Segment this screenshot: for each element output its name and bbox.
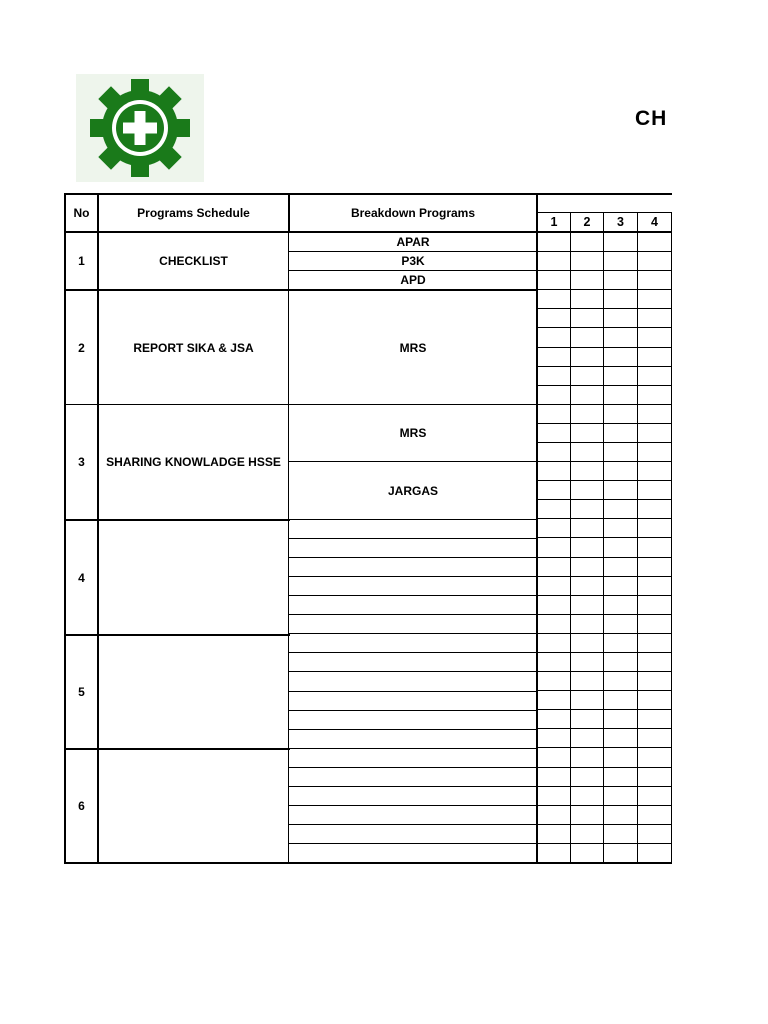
period-row-line (537, 308, 672, 309)
row-2-breakdown-1: MRS (399, 340, 427, 355)
period-row-line (537, 518, 672, 519)
row-1-schedule: CHECKLIST (159, 254, 228, 268)
breakdown-line (289, 595, 537, 596)
row-1-breakdown-3: APD (400, 273, 426, 287)
period-row-line (537, 557, 672, 558)
period-row-line (537, 671, 672, 672)
row-3-no: 3 (78, 455, 85, 469)
breakdown-line (289, 691, 537, 692)
row-3-breakdown-2: JARGAS (387, 483, 438, 498)
header-period-1: 1 (550, 215, 558, 229)
row-6-no: 6 (78, 799, 85, 813)
row-2-schedule: REPORT SIKA & JSA (133, 340, 254, 355)
row-3-breakdown-1: MRS (399, 426, 427, 440)
breakdown-line (289, 519, 537, 520)
table-border-top-right (537, 193, 672, 195)
breakdown-line (289, 652, 537, 653)
header-period-2: 2 (583, 215, 591, 229)
row-4-no: 4 (78, 570, 85, 585)
row-2-no: 2 (78, 340, 85, 355)
period-row-line (537, 747, 672, 748)
col-divider-breakdown (536, 193, 538, 864)
period-row-line (537, 537, 672, 538)
period-row-line (537, 423, 672, 424)
breakdown-line (289, 748, 537, 749)
breakdown-line (289, 557, 537, 558)
period-row-line (537, 767, 672, 768)
breakdown-line (289, 633, 537, 634)
row-5-no: 5 (78, 685, 85, 699)
period-row-line (537, 652, 672, 653)
header-no: No (73, 206, 90, 220)
safety-gear-cross-icon (86, 79, 194, 177)
period-row-line (537, 289, 672, 290)
period-row-line (537, 385, 672, 386)
breakdown-line (289, 824, 537, 825)
row-4-schedule (99, 521, 288, 634)
period-row-line (537, 576, 672, 577)
header-period-3: 3 (617, 215, 624, 229)
breakdown-line (289, 805, 537, 806)
logo (76, 74, 204, 182)
period-row-line (537, 690, 672, 691)
breakdown-line (289, 710, 537, 711)
row-1-no: 1 (78, 254, 85, 268)
period-row-line (537, 728, 672, 729)
breakdown-line (289, 538, 537, 539)
period-row-line (537, 327, 672, 328)
period-row-line (537, 709, 672, 710)
row-3-schedule: SHARING KNOWLADGE HSSE (106, 455, 281, 469)
header-period-4: 4 (651, 215, 658, 229)
breakdown-line (289, 767, 537, 768)
period-row-line (537, 595, 672, 596)
row-5-schedule (99, 636, 288, 748)
table-border-bottom (64, 862, 672, 864)
breakdown-line (289, 843, 537, 844)
breakdown-line (289, 614, 537, 615)
row-1-breakdown-2: P3K (401, 254, 425, 268)
breakdown-line (289, 576, 537, 577)
period-row-line (537, 347, 672, 348)
breakdown-line (289, 729, 537, 730)
breakdown-line (289, 786, 537, 787)
period-row-line (537, 843, 672, 844)
col-divider-schedule-body (288, 232, 289, 864)
period-row-line (537, 404, 672, 405)
period-row-line (537, 824, 672, 825)
period-row-line (537, 442, 672, 443)
breakdown-line (289, 671, 537, 672)
row-1-breakdown-1: APAR (396, 235, 430, 249)
header-breakdown-programs: Breakdown Programs (350, 206, 476, 220)
row-6-schedule (99, 750, 288, 862)
period-row-line (537, 251, 672, 252)
period-row-line (537, 633, 672, 634)
period-row-line (537, 786, 672, 787)
period-row-line (537, 499, 672, 500)
period-row-line (537, 270, 672, 271)
page-title: CH (635, 107, 668, 130)
period-row-line (537, 480, 672, 481)
period-row-line (537, 461, 672, 462)
period-row-line (537, 805, 672, 806)
header-programs-schedule: Programs Schedule (137, 206, 250, 220)
period-row-line (537, 366, 672, 367)
period-row-line (537, 614, 672, 615)
